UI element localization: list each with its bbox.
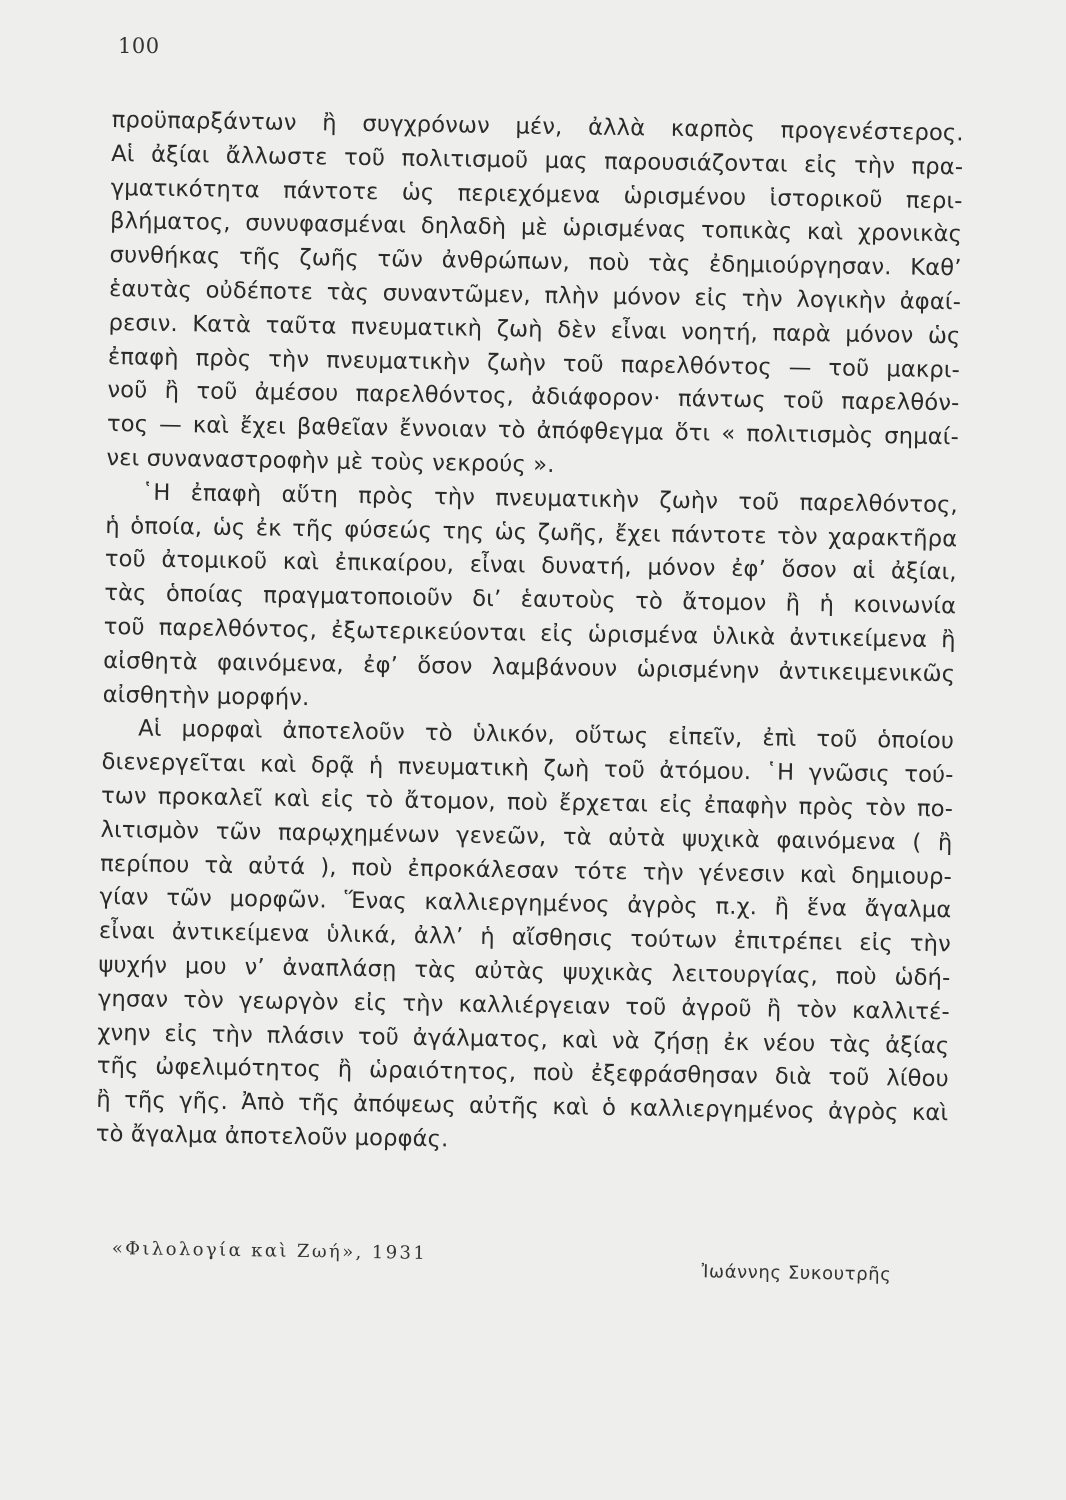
text-line: περίπου τὰ αὐτά ), ποὺ ἐπροκάλεσαν τότε τὴν γένεσιν καὶ δημιουρ- bbox=[99, 850, 953, 890]
page-number: 100 bbox=[118, 34, 160, 58]
text-line: γησαν τὸν γεωργὸν εἰς τὴν καλλιέργειαν τοῦ ἀγροῦ ἢ τὸν καλλιτέ- bbox=[97, 985, 951, 1025]
text-line: ἐπαφὴ πρὸς τὴν πνευματικὴν ζωὴν τοῦ παρελθόντος — τοῦ μακρι- bbox=[107, 343, 961, 383]
text-line: ῾Η ἐπαφὴ αὕτη πρὸς τὴν πνευματικὴν ζωὴν τοῦ παρελθόντος, bbox=[141, 479, 959, 519]
text-line: λιτισμὸν τῶν παρῳχημένων γενεῶν, τὰ αὐτὰ ψυχικὰ φαινόμενα ( ἢ bbox=[100, 816, 953, 857]
text-line: των προκαλεῖ καὶ εἰς τὸ ἄτομον, ποὺ ἔρχεται εἰς ἐπαφὴν πρὸς τὸν πο- bbox=[100, 782, 954, 823]
text-line: τὸ ἄγαλμα ἀποτελοῦν μορφάς. bbox=[95, 1120, 449, 1153]
text-line: γίαν τῶν μορφῶν. Ἕνας καλλιεργημένος ἀγρὸς π.χ. ἢ ἕνα ἄγαλμα bbox=[99, 884, 952, 924]
text-line: τοῦ παρελθόντος, ἐξωτερικεύονται εἰς ὡρισμένα ὑλικὰ ἀντικείμενα ἢ bbox=[103, 613, 956, 654]
text-line: τοῦ ἀτομικοῦ καὶ ἐπικαίρου, εἶναι δυνατή, μόνον ἐφ’ ὅσον αἱ ἀξίαι, bbox=[104, 546, 957, 586]
source-citation: «Φιλολογία καὶ Ζωή», 1931 bbox=[111, 1238, 428, 1264]
text-line: τος — καὶ ἔχει βαθεῖαν ἔννοιαν τὸ ἀπόφθεγμα ὅτι « πολιτισμὸς σημαί- bbox=[106, 411, 960, 451]
text-line: τὰς ὁποίας πραγματοποιοῦν δι’ ἑαυτοὺς τὸ ἄτομον ἢ ἡ κοινωνία bbox=[104, 580, 957, 620]
text-line: συνθήκας τῆς ζωῆς τῶν ἀνθρώπων, ποὺ τὰς ἐδημιούργησαν. Καθ’ bbox=[109, 242, 962, 282]
text-line: Αἱ μορφαὶ ἀποτελοῦν τὸ ὑλικόν, οὕτως εἰπεῖν, ἐπὶ τοῦ ὁποίου bbox=[137, 715, 955, 755]
text-line: ἑαυτὰς οὐδέποτε τὰς συναντῶμεν, πλὴν μόνον εἰς τὴν λογικὴν ἀφαί- bbox=[108, 275, 962, 316]
text-line: τῆς ὠφελιμότητος ἢ ὡραιότητος, ποὺ ἐξεφράσθησαν διὰ τοῦ λίθου bbox=[96, 1053, 949, 1093]
author-name: Ἰωάννης Συκουτρῆς bbox=[701, 1261, 892, 1286]
text-line: ρεσιν. Κατὰ ταῦτα πνευματικὴ ζωὴ δὲν εἶναι νοητή, παρὰ μόνον ὡς bbox=[108, 309, 961, 350]
text-line: αἰσθητὴν μορφήν. bbox=[102, 681, 310, 711]
text-line: Αἱ ἀξίαι ἄλλωστε τοῦ πολιτισμοῦ μας παρουσιάζονται εἰς τὴν πρα- bbox=[111, 140, 964, 181]
text-line: ψυχήν μου ν’ ἀναπλάσῃ τὰς αὐτὰς ψυχικὰς λειτουργίας, ποὺ ὡδή- bbox=[98, 951, 951, 992]
text-line: νει συναναστροφὴν μὲ τοὺς νεκρούς ». bbox=[106, 444, 555, 478]
text-line: προϋπαρξάντων ἢ συγχρόνων μέν, ἀλλὰ καρπὸς προγενέστερος. bbox=[111, 106, 964, 147]
text-line: αἰσθητὰ φαινόμενα, ἐφ’ ὅσον λαμβάνουν ὡρισμένην ἀντικειμενικῶς bbox=[103, 647, 956, 688]
attribution bbox=[111, 1238, 964, 1311]
text-line: ἡ ὁποία, ὡς ἐκ τῆς φύσεώς της ὡς ζωῆς, ἔχει πάντοτε τὸν χαρακτῆρα bbox=[105, 512, 958, 552]
text-line: ἢ τῆς γῆς. Ἀπὸ τῆς ἀπόψεως αὐτῆς καὶ ὁ καλλιεργημένος ἀγρὸς καὶ bbox=[96, 1086, 949, 1127]
text-line: εἶναι ἀντικείμενα ὑλικά, ἀλλ’ ἡ αἴσθησις τούτων ἐπιτρέπει εἰς τὴν bbox=[98, 918, 952, 958]
text-line: χνην εἰς τὴν πλάσιν τοῦ ἀγάλματος, καὶ νὰ ζήσῃ ἐκ νέου τὰς ἀξίας bbox=[97, 1019, 950, 1059]
text-line: βλήματος, συνυφασμέναι δηλαδὴ μὲ ὡρισμένας τοπικὰς καὶ χρονικὰς bbox=[109, 208, 963, 248]
text-line: γματικότητα πάντοτε ὡς περιεχόμενα ὡρισμένου ἱστορικοῦ περι- bbox=[110, 174, 963, 214]
text-line: νοῦ ἢ τοῦ ἀμέσου παρελθόντος, ἀδιάφορον· πάντως τοῦ παρελθόν- bbox=[107, 377, 960, 417]
text-line: διενεργεῖται καὶ δρᾷ ἡ πνευματικὴ ζωὴ τοῦ ἀτόμου. ῾Η γνῶσις τού- bbox=[101, 749, 954, 789]
body-text bbox=[96, 104, 964, 1165]
